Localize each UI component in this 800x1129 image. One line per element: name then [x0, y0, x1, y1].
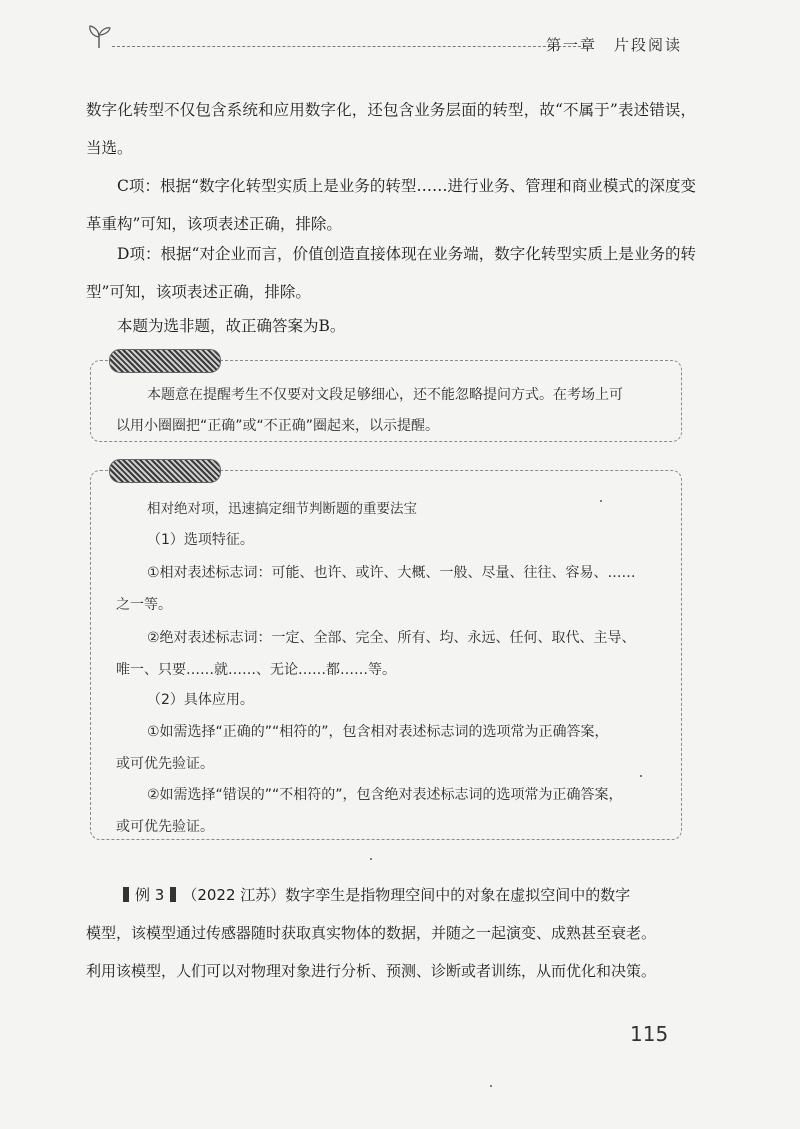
- scan-speck: [490, 1085, 492, 1087]
- tip-line: 以用小圈圈把“正确”或“不正确”圈起来，以示提醒。: [116, 418, 440, 434]
- example-bracket-mark: [123, 887, 129, 902]
- method-line: 或可优先验证。: [116, 819, 214, 835]
- tip-line: 本题意在提醒考生不仅要对文段足够细心，还不能忽略提问方式。在考场上可: [147, 387, 623, 403]
- paragraph-option-d: D项：根据“对企业而言，价值创造直接体现在业务端，数字化转型实质上是业务的转型”可知，该项表述正确，排除。: [86, 245, 696, 301]
- method-line: 之一等。: [116, 597, 172, 613]
- example-label: 例 3: [135, 886, 165, 904]
- method-line: ①如需选择“正确的”“相符的”，包含相对表述标志词的选项常为正确答案，: [147, 724, 609, 740]
- method-line: ②如需选择“错误的”“不相符的”，包含绝对表述标志词的选项常为正确答案，: [147, 787, 623, 803]
- scan-speck: [600, 500, 602, 502]
- running-header: [86, 20, 692, 56]
- header-rule: [112, 46, 586, 47]
- method-line: （1）选项特征。: [147, 532, 254, 548]
- example-text: 数字孪生是指物理空间中的对象在虚拟空间中的数字: [285, 886, 631, 904]
- method-line: 相对绝对项，迅速搞定细节判断题的重要法宝: [147, 501, 417, 517]
- example-line: 模型，该模型通过传感器随时获取真实物体的数据，并随之一起演变、成熟甚至衰老。: [86, 924, 657, 942]
- method-line: （2）具体应用。: [147, 692, 254, 708]
- example-source: （2022 江苏）: [182, 886, 286, 904]
- page-number: 115: [630, 1022, 669, 1046]
- paragraph-option-c: C项：根据“数字化转型实质上是业务的转型……进行业务、管理和商业模式的深度变革重构”可知，该项表述正确，排除。: [86, 177, 696, 233]
- paragraph-answer-b: 数字化转型不仅包含系统和应用数字化，还包含业务层面的转型，故“不属于”表述错误，当选。: [86, 101, 696, 157]
- tip-box: [90, 360, 682, 442]
- method-box-tag: [109, 459, 221, 483]
- paragraph-conclusion: 本题为选非题，故正确答案为B。: [117, 317, 346, 335]
- method-line: ①相对表述标志词：可能、也许、或许、大概、一般、尽量、往往、容易、……: [147, 565, 636, 581]
- example-bracket-mark: [170, 887, 176, 902]
- method-line: 唯一、只要……就……、无论……都……等。: [116, 662, 396, 678]
- example-line: 利用该模型，人们可以对物理对象进行分析、预测、诊断或者训练，从而优化和决策。: [86, 962, 657, 980]
- scan-speck: [370, 858, 372, 860]
- method-box: [90, 470, 682, 840]
- method-line: ②绝对表述标志词：一定、全部、完全、所有、均、永远、任何、取代、主导、: [147, 630, 636, 646]
- example-first-line: [86, 876, 696, 914]
- tip-box-tag: [109, 349, 221, 373]
- method-line: 或可优先验证。: [116, 756, 214, 772]
- sprout-icon: [86, 22, 112, 50]
- chapter-title: 第一章 片段阅读: [545, 36, 682, 54]
- scan-speck: [640, 775, 642, 777]
